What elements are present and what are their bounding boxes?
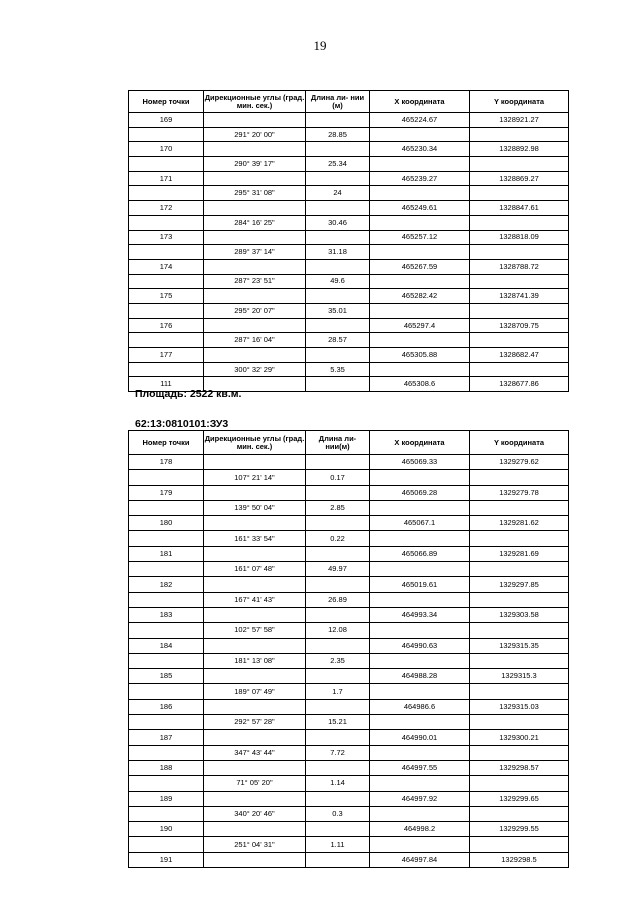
cell-point-number	[129, 245, 204, 260]
cell-x-coordinate	[370, 303, 470, 318]
table-row	[129, 259, 569, 274]
cell-x-coordinate	[370, 333, 470, 348]
cell-x-coordinate: 465224.67	[370, 113, 470, 128]
cell-y-coordinate: 1328788.72	[470, 259, 569, 274]
cell-line-length: 30.46	[306, 215, 370, 230]
cell-x-coordinate	[370, 274, 470, 289]
cell-point-number: 181	[129, 546, 204, 561]
cell-x-coordinate: 464997.92	[370, 791, 470, 806]
table-row	[129, 127, 569, 142]
table-row	[129, 455, 569, 470]
cell-point-number	[129, 806, 204, 821]
cell-line-length	[306, 822, 370, 837]
cell-y-coordinate: 1328892.98	[470, 142, 569, 157]
cell-direction-angle	[204, 318, 306, 333]
table-row	[129, 274, 569, 289]
cell-direction-angle: 289° 37' 14"	[204, 245, 306, 260]
cell-point-number: 173	[129, 230, 204, 245]
cell-line-length	[306, 259, 370, 274]
cell-line-length	[306, 318, 370, 333]
cell-line-length: 49.6	[306, 274, 370, 289]
header-line-length: Длина ли- нии (м)	[306, 91, 370, 113]
cell-line-length: 28.57	[306, 333, 370, 348]
cell-y-coordinate: 1328869.27	[470, 171, 569, 186]
cell-line-length	[306, 577, 370, 592]
cell-direction-angle: 347° 43' 44"	[204, 745, 306, 760]
cell-direction-angle: 102° 57' 58"	[204, 623, 306, 638]
cell-line-length	[306, 638, 370, 653]
table-row	[129, 592, 569, 607]
cell-line-length	[306, 546, 370, 561]
cell-line-length: 49.97	[306, 562, 370, 577]
cell-x-coordinate: 465297.4	[370, 318, 470, 333]
cell-y-coordinate	[470, 837, 569, 852]
cell-direction-angle	[204, 638, 306, 653]
table-row	[129, 516, 569, 531]
cell-point-number	[129, 837, 204, 852]
cell-direction-angle	[204, 348, 306, 363]
cell-line-length	[306, 730, 370, 745]
cell-x-coordinate: 464997.84	[370, 852, 470, 867]
table-header-row	[129, 431, 569, 455]
cell-y-coordinate	[470, 531, 569, 546]
cell-point-number	[129, 531, 204, 546]
cell-point-number: 177	[129, 348, 204, 363]
cell-y-coordinate: 1328682.47	[470, 348, 569, 363]
cell-line-length	[306, 348, 370, 363]
cell-direction-angle	[204, 171, 306, 186]
cell-line-length	[306, 113, 370, 128]
cell-direction-angle	[204, 546, 306, 561]
header-direction-angles: Дирекционные углы (град. мин. сек.)	[204, 431, 306, 455]
table-row	[129, 776, 569, 791]
table-row	[129, 333, 569, 348]
cell-y-coordinate: 1329303.58	[470, 607, 569, 622]
cell-line-length: 2.85	[306, 500, 370, 515]
cell-point-number	[129, 127, 204, 142]
cell-point-number	[129, 776, 204, 791]
cell-direction-angle	[204, 730, 306, 745]
cell-y-coordinate: 1329315.03	[470, 699, 569, 714]
cell-direction-angle	[204, 607, 306, 622]
table-row	[129, 623, 569, 638]
cell-direction-angle: 189° 07' 49"	[204, 684, 306, 699]
cell-direction-angle	[204, 259, 306, 274]
cell-x-coordinate: 465069.33	[370, 455, 470, 470]
table-row	[129, 653, 569, 668]
cell-point-number	[129, 653, 204, 668]
cell-direction-angle: 290° 39' 17"	[204, 157, 306, 172]
cell-direction-angle	[204, 455, 306, 470]
coordinates-table-2	[128, 430, 569, 868]
cell-y-coordinate: 1329315.3	[470, 669, 569, 684]
cell-x-coordinate	[370, 215, 470, 230]
cell-point-number: 185	[129, 669, 204, 684]
cell-line-length: 24	[306, 186, 370, 201]
cell-point-number: 186	[129, 699, 204, 714]
cell-line-length: 0.22	[306, 531, 370, 546]
cell-line-length: 1.7	[306, 684, 370, 699]
cell-y-coordinate: 1329298.57	[470, 760, 569, 775]
cell-x-coordinate: 465305.88	[370, 348, 470, 363]
cell-y-coordinate: 1329299.55	[470, 822, 569, 837]
cell-point-number: 170	[129, 142, 204, 157]
table-row	[129, 837, 569, 852]
cell-direction-angle: 139° 50' 04"	[204, 500, 306, 515]
cell-line-length	[306, 516, 370, 531]
table-row	[129, 245, 569, 260]
cell-line-length	[306, 485, 370, 500]
cell-direction-angle	[204, 142, 306, 157]
table-row	[129, 669, 569, 684]
table-row	[129, 822, 569, 837]
cell-y-coordinate	[470, 470, 569, 485]
table-row	[129, 230, 569, 245]
cell-line-length: 31.18	[306, 245, 370, 260]
cell-line-length	[306, 760, 370, 775]
cell-x-coordinate	[370, 157, 470, 172]
cell-point-number: 178	[129, 455, 204, 470]
cell-line-length	[306, 699, 370, 714]
cell-line-length	[306, 607, 370, 622]
cell-y-coordinate	[470, 562, 569, 577]
table-row	[129, 485, 569, 500]
cell-line-length: 28.85	[306, 127, 370, 142]
table-body	[129, 113, 569, 392]
table-row	[129, 699, 569, 714]
cell-y-coordinate	[470, 186, 569, 201]
table-row	[129, 500, 569, 515]
cell-y-coordinate	[470, 157, 569, 172]
cell-direction-angle: 300° 32' 29"	[204, 362, 306, 377]
cell-line-length: 12.08	[306, 623, 370, 638]
cell-point-number: 169	[129, 113, 204, 128]
cell-direction-angle	[204, 577, 306, 592]
cell-y-coordinate	[470, 592, 569, 607]
cell-line-length	[306, 791, 370, 806]
cell-line-length	[306, 377, 370, 392]
cell-y-coordinate	[470, 362, 569, 377]
cell-y-coordinate	[470, 127, 569, 142]
cell-line-length: 35.01	[306, 303, 370, 318]
table-row	[129, 607, 569, 622]
table-body	[129, 455, 569, 868]
cell-y-coordinate: 1329279.78	[470, 485, 569, 500]
cell-direction-angle	[204, 230, 306, 245]
cell-point-number: 190	[129, 822, 204, 837]
cell-point-number: 182	[129, 577, 204, 592]
cell-direction-angle	[204, 791, 306, 806]
cell-point-number	[129, 303, 204, 318]
cell-point-number: 172	[129, 201, 204, 216]
area-text: Площадь: 2522 кв.м.	[135, 388, 242, 400]
cell-x-coordinate	[370, 531, 470, 546]
cell-x-coordinate	[370, 745, 470, 760]
cell-x-coordinate: 465230.34	[370, 142, 470, 157]
cell-direction-angle	[204, 669, 306, 684]
cell-x-coordinate: 465282.42	[370, 289, 470, 304]
cell-direction-angle	[204, 485, 306, 500]
cell-line-length	[306, 455, 370, 470]
cell-point-number	[129, 745, 204, 760]
cell-x-coordinate: 464986.6	[370, 699, 470, 714]
cell-x-coordinate: 465267.59	[370, 259, 470, 274]
cell-line-length	[306, 171, 370, 186]
header-y-coordinate: Y координата	[470, 431, 569, 455]
cell-x-coordinate: 464988.28	[370, 669, 470, 684]
cell-y-coordinate: 1328818.09	[470, 230, 569, 245]
header-x-coordinate: X координата	[370, 431, 470, 455]
cell-line-length	[306, 852, 370, 867]
cell-line-length: 0.17	[306, 470, 370, 485]
table-row	[129, 348, 569, 363]
cell-x-coordinate	[370, 653, 470, 668]
cell-y-coordinate: 1329299.65	[470, 791, 569, 806]
cell-x-coordinate	[370, 715, 470, 730]
cell-y-coordinate: 1329300.21	[470, 730, 569, 745]
cell-x-coordinate: 465066.89	[370, 546, 470, 561]
cell-direction-angle	[204, 289, 306, 304]
table-row	[129, 745, 569, 760]
cell-y-coordinate: 1329297.85	[470, 577, 569, 592]
cell-point-number	[129, 274, 204, 289]
header-y-coordinate: Y координата	[470, 91, 569, 113]
cell-x-coordinate: 465257.12	[370, 230, 470, 245]
table-row	[129, 113, 569, 128]
cell-point-number	[129, 186, 204, 201]
cell-direction-angle: 161° 33' 54"	[204, 531, 306, 546]
cell-point-number: 191	[129, 852, 204, 867]
cell-x-coordinate	[370, 837, 470, 852]
cell-line-length: 2.35	[306, 653, 370, 668]
table-row	[129, 531, 569, 546]
cell-direction-angle	[204, 699, 306, 714]
cell-y-coordinate: 1328741.39	[470, 289, 569, 304]
cell-point-number: 189	[129, 791, 204, 806]
cell-point-number: 184	[129, 638, 204, 653]
table-row	[129, 562, 569, 577]
cell-direction-angle: 181° 13' 08"	[204, 653, 306, 668]
table-row	[129, 142, 569, 157]
cell-y-coordinate: 1328677.86	[470, 377, 569, 392]
table-row	[129, 730, 569, 745]
cell-point-number: 176	[129, 318, 204, 333]
cell-point-number	[129, 500, 204, 515]
cell-y-coordinate: 1328709.75	[470, 318, 569, 333]
cell-y-coordinate	[470, 776, 569, 791]
cell-x-coordinate: 465308.6	[370, 377, 470, 392]
cell-line-length: 7.72	[306, 745, 370, 760]
cell-x-coordinate	[370, 623, 470, 638]
cell-direction-angle	[204, 852, 306, 867]
cell-point-number	[129, 562, 204, 577]
cell-y-coordinate: 1329315.35	[470, 638, 569, 653]
cell-x-coordinate: 464997.55	[370, 760, 470, 775]
table-row	[129, 215, 569, 230]
table-row	[129, 715, 569, 730]
cell-direction-angle: 295° 20' 07"	[204, 303, 306, 318]
cell-direction-angle: 295° 31' 08"	[204, 186, 306, 201]
cell-y-coordinate	[470, 215, 569, 230]
header-line-length: Длина ли- нии(м)	[306, 431, 370, 455]
cell-x-coordinate	[370, 500, 470, 515]
cell-x-coordinate: 465067.1	[370, 516, 470, 531]
table-header-row	[129, 91, 569, 113]
cell-point-number	[129, 215, 204, 230]
cell-line-length: 25.34	[306, 157, 370, 172]
table-row	[129, 546, 569, 561]
table-row	[129, 684, 569, 699]
cell-y-coordinate	[470, 245, 569, 260]
header-direction-angles: Дирекционные углы (град. мин. сек.)	[204, 91, 306, 113]
cell-point-number	[129, 684, 204, 699]
cell-y-coordinate	[470, 684, 569, 699]
table-row	[129, 186, 569, 201]
cell-point-number: 183	[129, 607, 204, 622]
table-row	[129, 303, 569, 318]
cell-point-number: 111	[129, 377, 204, 392]
cell-y-coordinate: 1328847.61	[470, 201, 569, 216]
cell-line-length: 0.3	[306, 806, 370, 821]
header-x-coordinate: X координата	[370, 91, 470, 113]
cell-x-coordinate	[370, 776, 470, 791]
cell-point-number: 187	[129, 730, 204, 745]
cell-direction-angle	[204, 113, 306, 128]
cell-x-coordinate	[370, 127, 470, 142]
cell-y-coordinate: 1328921.27	[470, 113, 569, 128]
cell-x-coordinate: 465019.61	[370, 577, 470, 592]
cell-direction-angle: 161° 07' 48"	[204, 562, 306, 577]
cell-x-coordinate	[370, 245, 470, 260]
cell-point-number: 174	[129, 259, 204, 274]
cell-line-length: 1.11	[306, 837, 370, 852]
cell-direction-angle	[204, 516, 306, 531]
table-row	[129, 470, 569, 485]
cell-y-coordinate	[470, 806, 569, 821]
cell-x-coordinate: 465249.61	[370, 201, 470, 216]
cell-point-number: 188	[129, 760, 204, 775]
cell-x-coordinate: 465069.28	[370, 485, 470, 500]
cell-x-coordinate	[370, 806, 470, 821]
table-row	[129, 760, 569, 775]
cell-point-number	[129, 333, 204, 348]
cell-line-length: 5.35	[306, 362, 370, 377]
cell-y-coordinate	[470, 500, 569, 515]
cell-x-coordinate	[370, 592, 470, 607]
cell-line-length: 1.14	[306, 776, 370, 791]
cell-point-number: 175	[129, 289, 204, 304]
table-row	[129, 157, 569, 172]
cell-x-coordinate: 464998.2	[370, 822, 470, 837]
cell-line-length	[306, 230, 370, 245]
cell-y-coordinate: 1329281.62	[470, 516, 569, 531]
header-point-number: Номер точки	[129, 431, 204, 455]
table-row	[129, 638, 569, 653]
page-number: 19	[313, 38, 327, 53]
cell-y-coordinate	[470, 623, 569, 638]
cell-direction-angle: 291° 20' 00"	[204, 127, 306, 142]
cell-y-coordinate	[470, 745, 569, 760]
cell-y-coordinate	[470, 715, 569, 730]
table-row	[129, 289, 569, 304]
coordinates-table-1	[128, 90, 569, 392]
cell-direction-angle	[204, 822, 306, 837]
header-point-number: Номер точки	[129, 91, 204, 113]
cell-direction-angle	[204, 201, 306, 216]
cell-y-coordinate: 1329279.62	[470, 455, 569, 470]
cell-point-number: 180	[129, 516, 204, 531]
cell-direction-angle: 287° 23' 51"	[204, 274, 306, 289]
cell-y-coordinate: 1329281.69	[470, 546, 569, 561]
table-row	[129, 852, 569, 867]
cell-y-coordinate: 1329298.5	[470, 852, 569, 867]
cell-direction-angle: 107° 21' 14"	[204, 470, 306, 485]
cell-x-coordinate	[370, 470, 470, 485]
cell-line-length	[306, 201, 370, 216]
cell-y-coordinate	[470, 274, 569, 289]
cell-direction-angle: 71° 05' 20"	[204, 776, 306, 791]
cell-line-length: 26.89	[306, 592, 370, 607]
cell-point-number	[129, 592, 204, 607]
cell-line-length	[306, 669, 370, 684]
cell-point-number	[129, 715, 204, 730]
cell-direction-angle: 340° 20' 46"	[204, 806, 306, 821]
table-row	[129, 171, 569, 186]
cell-y-coordinate	[470, 303, 569, 318]
cell-x-coordinate: 465239.27	[370, 171, 470, 186]
cell-x-coordinate	[370, 186, 470, 201]
table-row	[129, 806, 569, 821]
cell-x-coordinate	[370, 362, 470, 377]
cell-point-number	[129, 470, 204, 485]
table-row	[129, 791, 569, 806]
cell-x-coordinate: 464990.63	[370, 638, 470, 653]
cell-point-number	[129, 157, 204, 172]
cell-direction-angle: 287° 16' 04"	[204, 333, 306, 348]
cell-point-number: 179	[129, 485, 204, 500]
cell-line-length	[306, 142, 370, 157]
table-row	[129, 318, 569, 333]
cell-point-number	[129, 362, 204, 377]
cell-direction-angle: 284° 16' 25"	[204, 215, 306, 230]
parcel-id: 62:13:0810101:ЗУ3	[135, 418, 229, 430]
table-row	[129, 362, 569, 377]
cell-direction-angle: 167° 41' 43"	[204, 592, 306, 607]
table-row	[129, 577, 569, 592]
cell-x-coordinate	[370, 562, 470, 577]
cell-x-coordinate: 464993.34	[370, 607, 470, 622]
cell-direction-angle: 292° 57' 28"	[204, 715, 306, 730]
cell-line-length: 15.21	[306, 715, 370, 730]
cell-y-coordinate	[470, 333, 569, 348]
cell-direction-angle: 251° 04' 31"	[204, 837, 306, 852]
cell-line-length	[306, 289, 370, 304]
cell-point-number: 171	[129, 171, 204, 186]
cell-point-number	[129, 623, 204, 638]
cell-x-coordinate	[370, 684, 470, 699]
cell-x-coordinate: 464990.01	[370, 730, 470, 745]
cell-y-coordinate	[470, 653, 569, 668]
table-row	[129, 201, 569, 216]
cell-direction-angle	[204, 760, 306, 775]
